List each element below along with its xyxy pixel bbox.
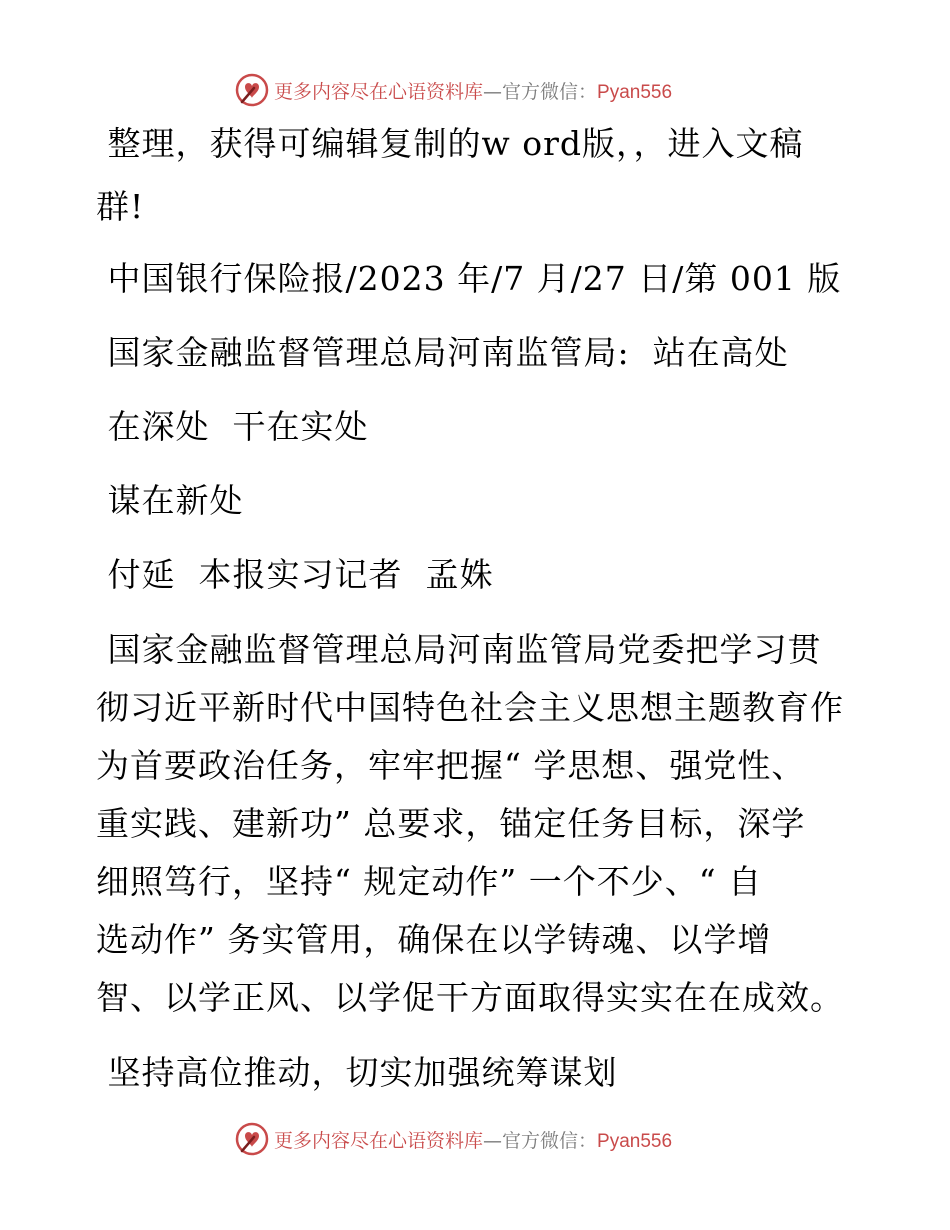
watermark-text xyxy=(274,1126,672,1153)
watermark-label: 官方微信： xyxy=(502,1129,598,1152)
text-line: 中国银行保险报/2023 年/7 月/27 日/第 001 版 xyxy=(96,259,842,298)
text-line: 谋在新处 xyxy=(96,481,244,520)
text-line: 国家金融监督管理总局河南监管局党委把学习贯 xyxy=(96,630,822,669)
text-line: 在深处 干在实处 xyxy=(96,407,369,446)
text-line: 选动作” 务实管用，确保在以学铸魂、以学增 xyxy=(96,920,772,959)
header-watermark xyxy=(234,72,714,108)
text-line: 整理，获得可编辑复制的w ord版，，进入文稿 xyxy=(96,124,804,163)
watermark-site: 更多内容尽在心语资料库 xyxy=(274,1129,484,1152)
watermark-label: 官方微信： xyxy=(502,80,598,103)
section-heading: 坚持高位推动，切实加强统筹谋划 xyxy=(96,1053,618,1092)
text-line: 重实践、建新功” 总要求，锚定任务目标，深学 xyxy=(96,804,806,843)
text-line: 彻习近平新时代中国特色社会主义思想主题教育作 xyxy=(96,688,844,727)
heart-pen-icon xyxy=(234,72,270,108)
heart-pen-icon xyxy=(234,1121,270,1157)
watermark-dash: — xyxy=(483,80,503,103)
watermark-dash: — xyxy=(483,1129,503,1152)
watermark-wechat-id: Pyan556 xyxy=(597,1130,673,1152)
text-line: 细照笃行，坚持“ 规定动作” 一个不少、“ 自 xyxy=(96,862,763,901)
text-line: 付延 本报实习记者 孟姝 xyxy=(96,555,494,594)
text-line: 智、以学正风、以学促干方面取得实实在在成效。 xyxy=(96,978,844,1017)
footer-watermark xyxy=(234,1121,714,1157)
text-line: 国家金融监督管理总局河南监管局: 站在高处 xyxy=(96,333,789,372)
watermark-text xyxy=(274,77,672,104)
text-line: 群! xyxy=(96,187,145,226)
watermark-wechat-id: Pyan556 xyxy=(597,81,673,103)
text-line: 为首要政治任务，牢牢把握“ 学思想、强党性、 xyxy=(96,746,806,785)
watermark-site: 更多内容尽在心语资料库 xyxy=(274,80,484,103)
